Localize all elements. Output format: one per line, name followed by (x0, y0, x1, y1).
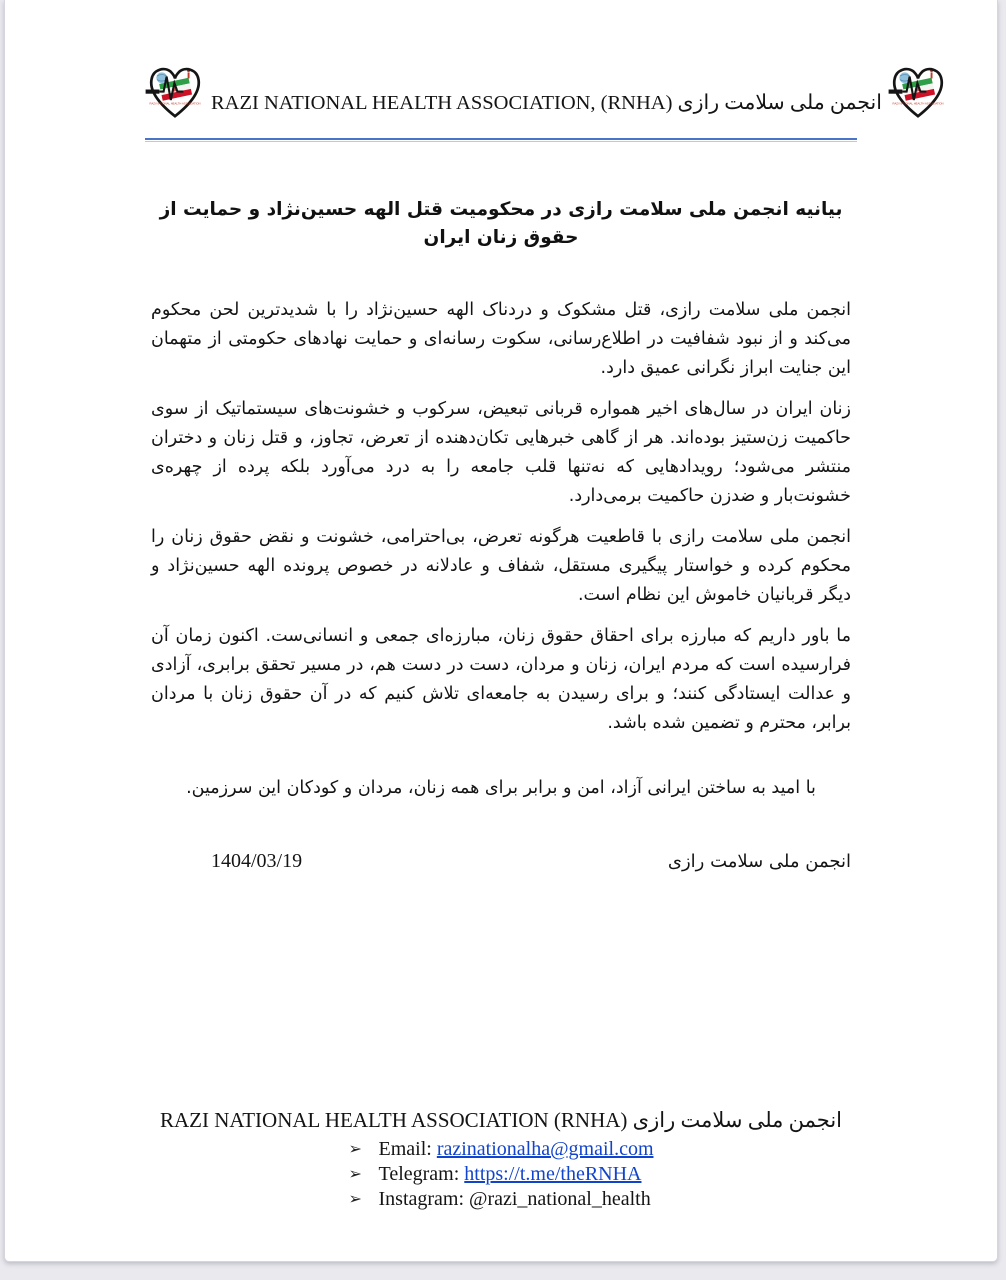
svg-text:RAZI NATIONAL HEALTH ASSOCIATI: RAZI NATIONAL HEALTH ASSOCIATION (149, 102, 201, 106)
signature-row (151, 850, 851, 873)
telegram-link[interactable]: https://t.me/theRNHA (464, 1163, 642, 1185)
header-org-line: RAZI NATIONAL HEALTH ASSOCIATION, (RNHA) انجمن ملی سلامت رازی (211, 91, 882, 114)
statement-paragraph-3: انجمن ملی سلامت رازی با قاطعیت هرگونه تعرض، بی‌احترامی، خشونت و نقض حقوق زنان را محکوم کرده و خواستار پیگیری مستقل، شفاف و عادلانه در خصوص پرونده الهه حسین‌نژاد و دیگر قربانیان خاموش این نظام است. (151, 526, 851, 605)
header-divider-rule (145, 138, 857, 142)
rnha-heart-logo-right (888, 60, 948, 122)
document-page (4, 0, 998, 1262)
email-link[interactable]: razinationalha@gmail.com (436, 1138, 654, 1160)
rnha-heart-logo-left (145, 60, 205, 122)
instagram-handle: @razi_national_health (469, 1188, 651, 1210)
statement-title: بیانیه انجمن ملی سلامت رازی در محکومیت قتل الهه حسین‌نژاد و حمایت از حقوق زنان ایران (159, 199, 843, 248)
arrow-bullet-icon: ➢ (348, 1141, 362, 1158)
svg-text:RAZI NATIONAL HEALTH ASSOCIATI: RAZI NATIONAL HEALTH ASSOCIATION (892, 102, 944, 106)
footer-org-line: RAZI NATIONAL HEALTH ASSOCIATION (RNHA) انجمن ملی سلامت رازی (159, 1108, 843, 1132)
contact-list (349, 1137, 654, 1212)
contact-row-email (349, 1137, 654, 1162)
email-label: Email: (378, 1138, 437, 1160)
signature-date: 1404/03/19 (211, 849, 303, 872)
instagram-label: Instagram: (378, 1188, 470, 1210)
statement-body (151, 296, 851, 738)
statement-paragraph-2: زنان ایران در سال‌های اخیر همواره قربانی تبعیض، سرکوب و خشونت‌های سیستماتیک از سوی حاکمیت زن‌ستیز بوده‌اند. هر از گاهی خبرهایی تکان‌دهنده از تعرض، تجاوز، و قتل زنان و دختران منتشر می‌شود؛ رویدادهایی که نه‌تنها قلب جامعه را به درد می‌آورد بلکه پرده از چهره‌ی خشونت‌بار و ضدزن حاکمیت برمی‌دارد. (151, 398, 851, 506)
statement-paragraph-1: انجمن ملی سلامت رازی، قتل مشکوک و دردناک الهه حسین‌نژاد را با شدیدترین لحن محکوم می‌کند و از نبود شفافیت در اطلاع‌رسانی، سکوت رسانه‌ای و حمایت نهادهای حکومتی از متهمان این جنایت ابراز نگرانی عمیق دارد. (151, 299, 851, 378)
footer (5, 1108, 997, 1212)
telegram-label: Telegram: (378, 1163, 465, 1185)
signature-org: انجمن ملی سلامت رازی (667, 850, 851, 872)
contact-row-telegram (349, 1162, 654, 1187)
closing-hope-line: با امید به ساختن ایرانی آزاد، امن و برابر برای همه زنان، مردان و کودکان این سرزمین. (186, 777, 816, 798)
statement-paragraph-4: ما باور داریم که مبارزه برای احقاق حقوق زنان، مبارزه‌ای جمعی و انسانی‌ست. اکنون زمان آن فرارسیده است که مردم ایران، زنان و مردان، دست در دست هم، در مسیر تحقق برابری، آزادی و عدالت ایستادگی کنند؛ و برای رسیدن به جامعه‌ای تلاش کنیم که در آن حقوق زنان با مردان برابر، محترم و تضمین شده باشد. (151, 625, 851, 733)
arrow-bullet-icon: ➢ (348, 1191, 362, 1208)
header (145, 60, 944, 122)
contact-row-instagram (349, 1187, 654, 1212)
arrow-bullet-icon: ➢ (348, 1166, 362, 1183)
